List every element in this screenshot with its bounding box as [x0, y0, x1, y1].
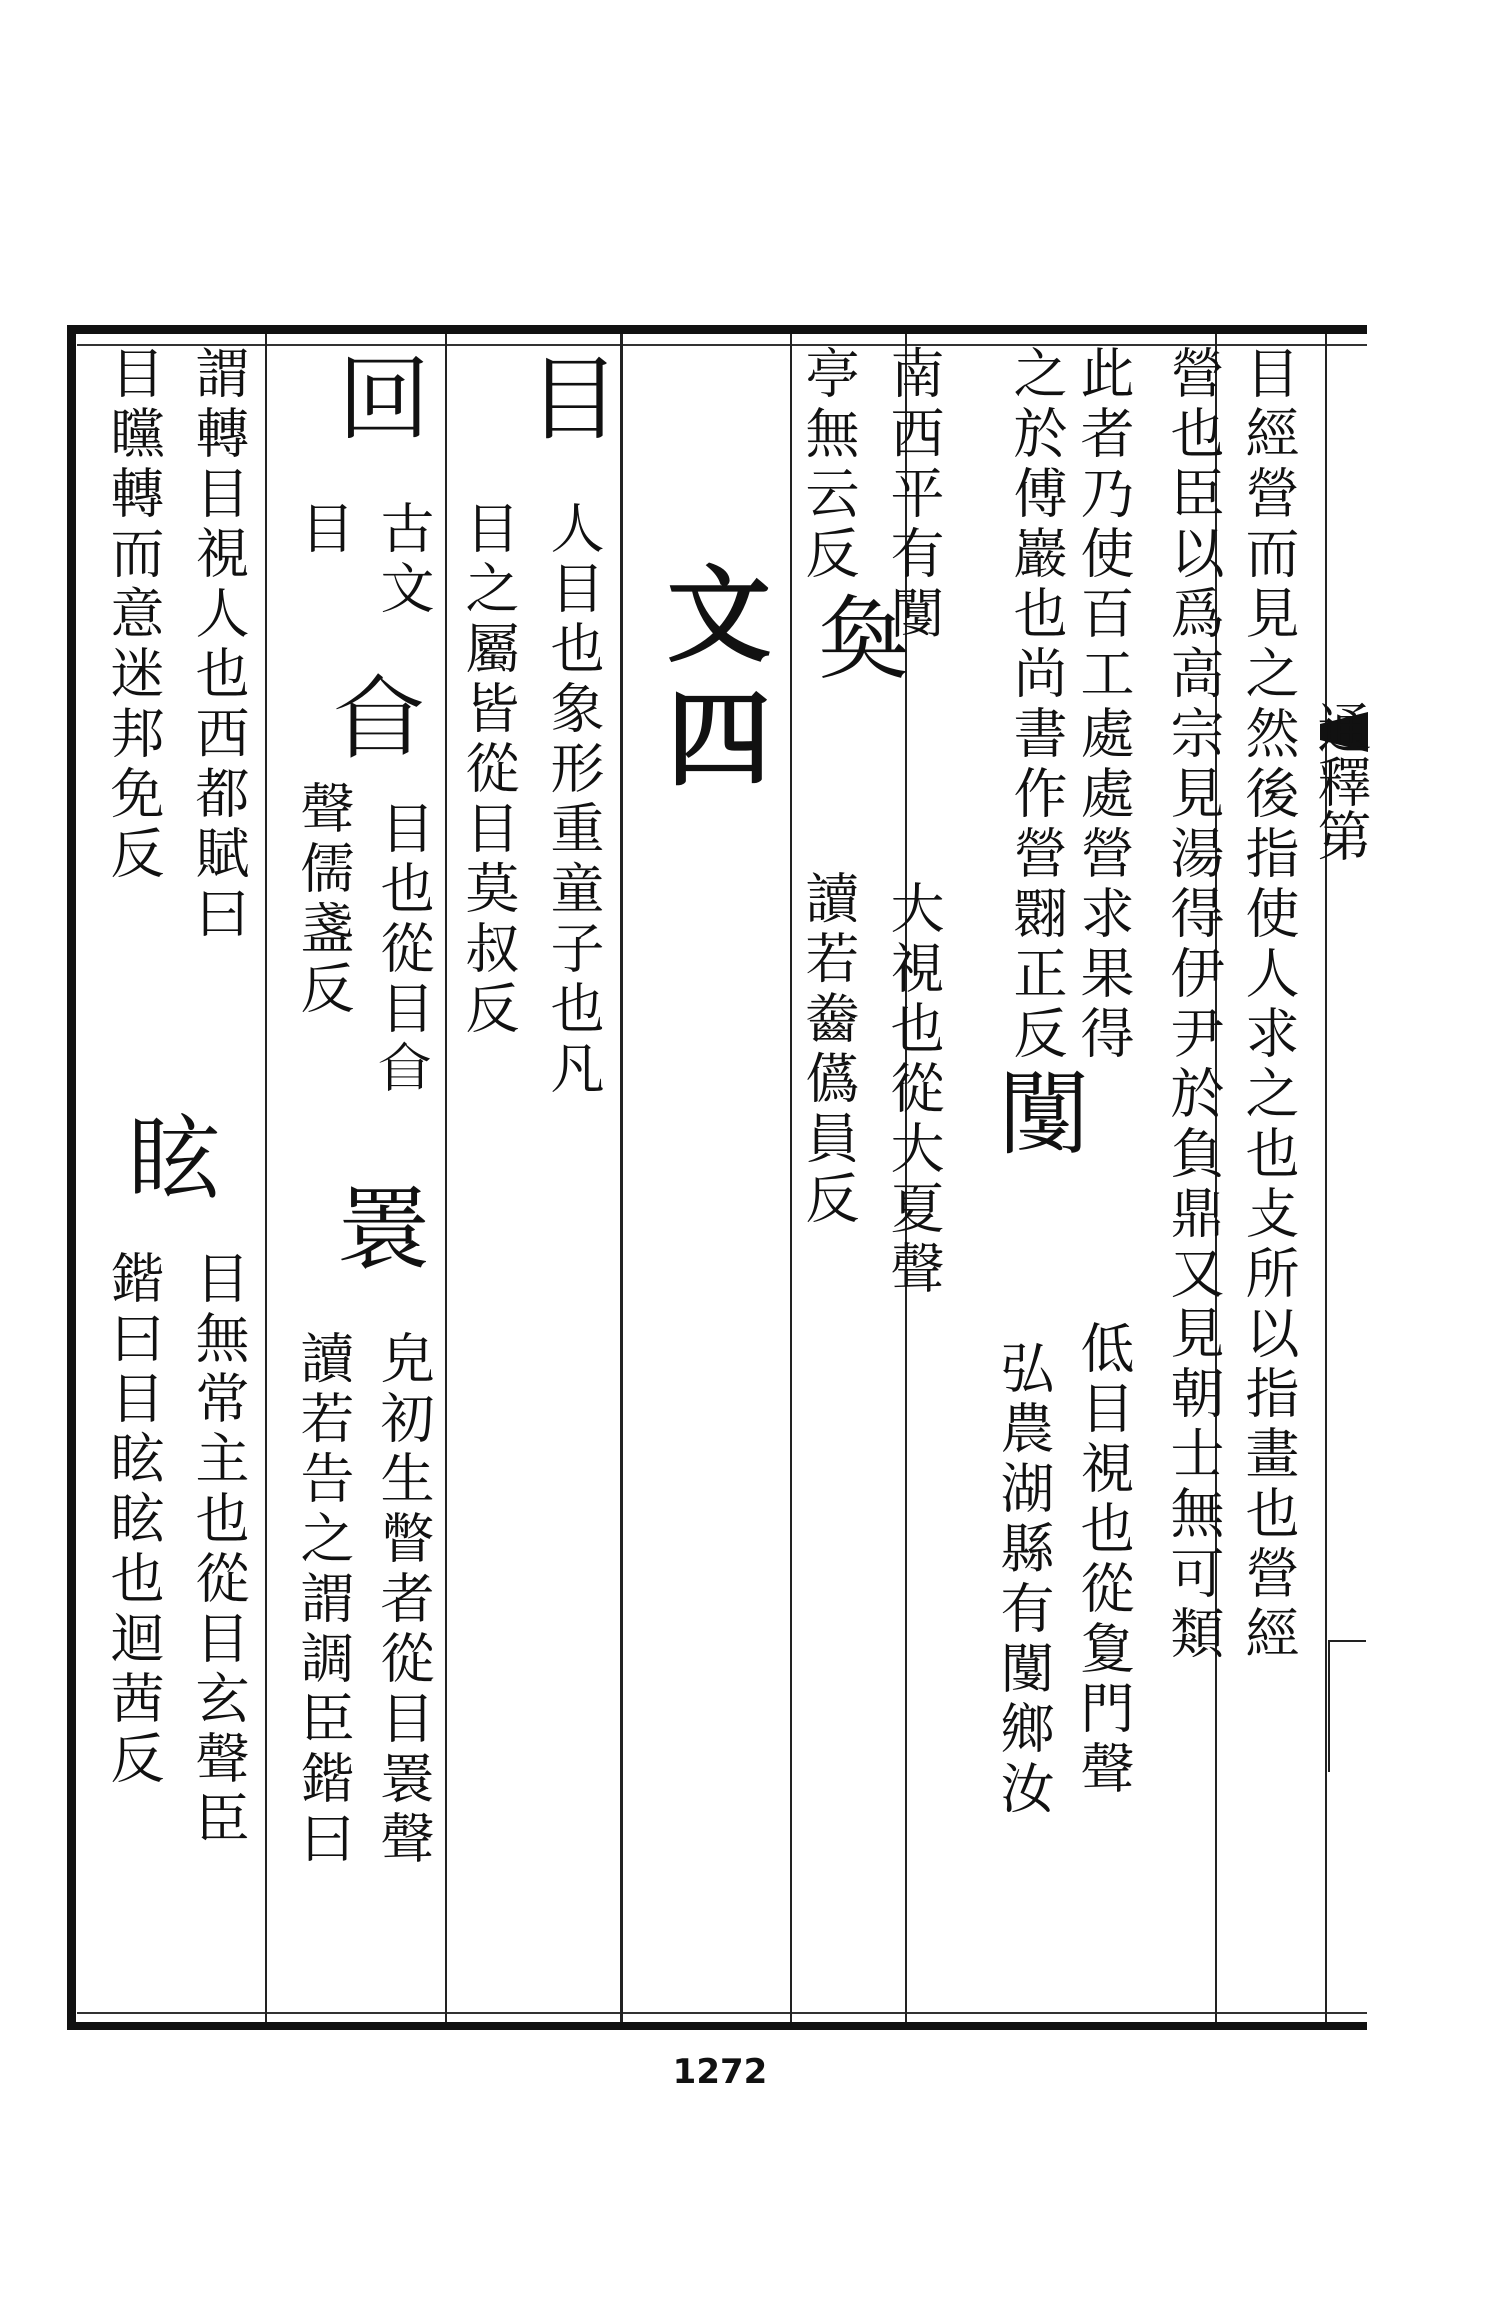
text-column-2: 營也臣以爲高宗見湯得伊尹於負鼎又見朝士無可類: [1162, 345, 1225, 1665]
text-column-7b: [795, 870, 861, 1470]
text-run: 目: [292, 500, 355, 560]
seal-character: 奐: [803, 590, 910, 688]
seal-huan: [320, 1180, 432, 1320]
text-column-11c: [290, 1330, 356, 2030]
seal-character: 回: [323, 350, 430, 448]
text-run: 人目也象形重童子也凡: [542, 500, 605, 1100]
text-run: 南西平有闅: [882, 345, 945, 645]
text-column-11b: [290, 780, 356, 1180]
page-number: 1272: [672, 2052, 768, 2092]
text-run: 目也從目𥃦: [372, 800, 435, 1100]
text-run: 目之屬皆從目莫叔反: [457, 500, 520, 1040]
edge-box: [1328, 1640, 1366, 1772]
text-run: 讀若告之謂調臣鍇曰: [292, 1330, 355, 1870]
section-heading: 文四: [649, 560, 772, 808]
text-column-9: [455, 500, 521, 2165]
text-run: 鍇曰目眩眩也迴茜反: [102, 1250, 165, 1790]
text-run: 亭無云反: [797, 345, 860, 585]
text-column-13b: [100, 1250, 166, 2030]
text-run: 謂轉目視人也西都賦曰: [187, 345, 250, 945]
text-column-6b: [880, 880, 946, 1480]
seal-character: 闅: [983, 1065, 1090, 1163]
text-column-8: [540, 500, 606, 2165]
text-column-12b: [185, 1250, 251, 2030]
text-column-11: [290, 500, 356, 620]
column-rule: [445, 334, 447, 2022]
text-column-5: [1070, 1320, 1136, 2020]
text-run: 弘農湖縣有闅鄉汝: [992, 1340, 1055, 1820]
text-run: 目無常主也從目玄聲臣: [187, 1250, 250, 1850]
text-column-10c: [370, 1330, 436, 2030]
edge-title: 通釋第: [1309, 700, 1372, 862]
text-column-5b: [990, 1340, 1056, 2040]
text-column-10b: [370, 800, 436, 1200]
text-run: 目矘轉而意迷邦免反: [102, 345, 165, 885]
text-run: 讀若齤儰員反: [797, 870, 860, 1230]
column-rule: [265, 334, 267, 2022]
inner-bottom-rule: [77, 2012, 1367, 2014]
seal-character: 瞏: [323, 1180, 430, 1278]
column-rule: [790, 334, 792, 2022]
text-run: 此者乃使百工處處營求果得: [1072, 345, 1135, 1065]
column-rule: [1325, 334, 1327, 2022]
text-column-1: 目經營而見之然後指使人求之也攴所以指畫也營經: [1237, 345, 1300, 1665]
text-run: 之於傅巖也尚書作營翾正反: [1005, 345, 1068, 1065]
text-run: 大視也從大夏聲: [882, 880, 945, 1300]
seal-character: 目: [513, 350, 620, 448]
text-run: 古文: [372, 500, 435, 620]
text-run: 低目視也從夐門聲: [1072, 1320, 1135, 1800]
text-run: 聲儒盞反: [292, 780, 355, 1020]
seal-character: 𥃦: [323, 670, 430, 768]
seal-character: 眩: [113, 1110, 220, 1208]
column-rule: [620, 334, 623, 2022]
text-run: 皃初生瞥者從目瞏聲: [372, 1330, 435, 1870]
